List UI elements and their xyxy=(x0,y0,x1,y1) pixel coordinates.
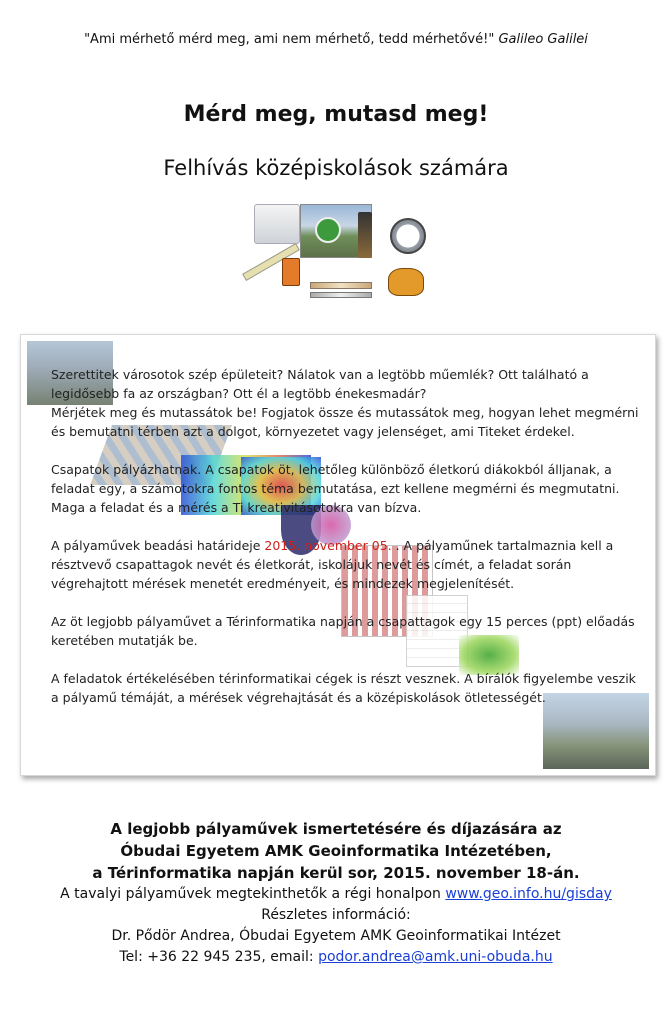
gauge-icon xyxy=(390,218,426,254)
footer-line-6: Dr. Pődör Andrea, Óbudai Egyetem AMK Geoinformatikai Intézet xyxy=(111,928,561,944)
quote-author: Galileo Galilei xyxy=(498,32,588,47)
contact-text: Tel: +36 22 945 235, email: xyxy=(119,949,319,965)
instrument-collage xyxy=(240,198,440,303)
meter-image xyxy=(282,258,300,286)
page-title: Mérd meg, mutasd meg! xyxy=(183,102,489,127)
footer-line-7 xyxy=(0,947,672,968)
content-panel xyxy=(20,334,656,776)
body-paragraph-2: Csapatok pályázhatnak. A csapatok öt, lehetőleg különböző életkorú diákokból álljanak, a feladat egy, a számotokra fontos téma bemutatása, ezt kellene megmérni és megmutatni. Maga a feladat és a mérés a Ti kreativitásotokra van bízva. xyxy=(51,462,620,515)
email-link[interactable]: podor.andrea@amk.uni-obuda.hu xyxy=(318,949,553,965)
footer-line-4 xyxy=(0,884,672,905)
map-pin-icon xyxy=(315,217,341,243)
deadline-label: A pályaművek beadási határideje xyxy=(51,538,265,553)
body-paragraph-3 xyxy=(51,536,641,593)
deadline-details: . A pályaműnek tartalmaznia kell a résztvevő csapattagok nevét és életkorát, iskolájuk nevét és címét, a feladat során végrehajtott mérések menetét eredményeit, és mindezek megjelenítését. xyxy=(51,538,614,591)
body-paragraph-4: Az öt legjobb pályaművet a Térinformatika napján a csapattagok egy 15 perces (ppt) előadás keretében mutatják be. xyxy=(51,614,635,648)
footer xyxy=(0,818,672,968)
body-paragraph-1: Szerettitek városotok szép épületeit? Nálatok van a legtöbb műemlék? Ott található a legidősebb fa az országban? Ott él a legtöbb énekesmadár? xyxy=(51,367,589,401)
compass-image xyxy=(388,268,424,296)
body-paragraph-1b: Mérjétek meg és mutassátok be! Fogjatok össze és mutassátok meg, hogyan lehet megmérni és bemutatni térben azt a dolgot, környezetet vagy jelenséget, ami Titeket érdekel. xyxy=(51,405,639,439)
deadline-date: 2015. november 05. xyxy=(264,538,396,553)
previous-works-text: A tavalyi pályaművek megtekinthetők a régi honalpon xyxy=(60,886,446,902)
rod-image xyxy=(310,282,372,289)
quote xyxy=(0,32,672,47)
body-paragraph-5: A feladatok értékelésében térinformatikai cégek is részt vesznek. A bírálók figyelembe veszik a pályamű témáját, a mérések végrehajtását és a középiskolások ötletességét. xyxy=(51,671,636,705)
theodolite-image xyxy=(358,212,372,258)
footer-line-5: Részletes információ: xyxy=(261,907,411,923)
gisday-link[interactable]: www.geo.info.hu/gisday xyxy=(445,886,612,902)
quote-text: "Ami mérhető mérd meg, ami nem mérhető, tedd mérhetővé!" xyxy=(84,32,495,47)
page-subtitle: Felhívás középiskolások számára xyxy=(163,156,509,180)
scale-image xyxy=(254,204,300,244)
footer-line-1: A legjobb pályaművek ismertetésére és díjazására az xyxy=(110,820,562,838)
rod-image-2 xyxy=(310,292,372,298)
call-text xyxy=(51,365,641,726)
footer-line-3: a Térinformatika napján kerül sor, 2015. november 18-án. xyxy=(92,864,580,882)
footer-line-2: Óbudai Egyetem AMK Geoinformatika Intézetében, xyxy=(120,842,552,860)
